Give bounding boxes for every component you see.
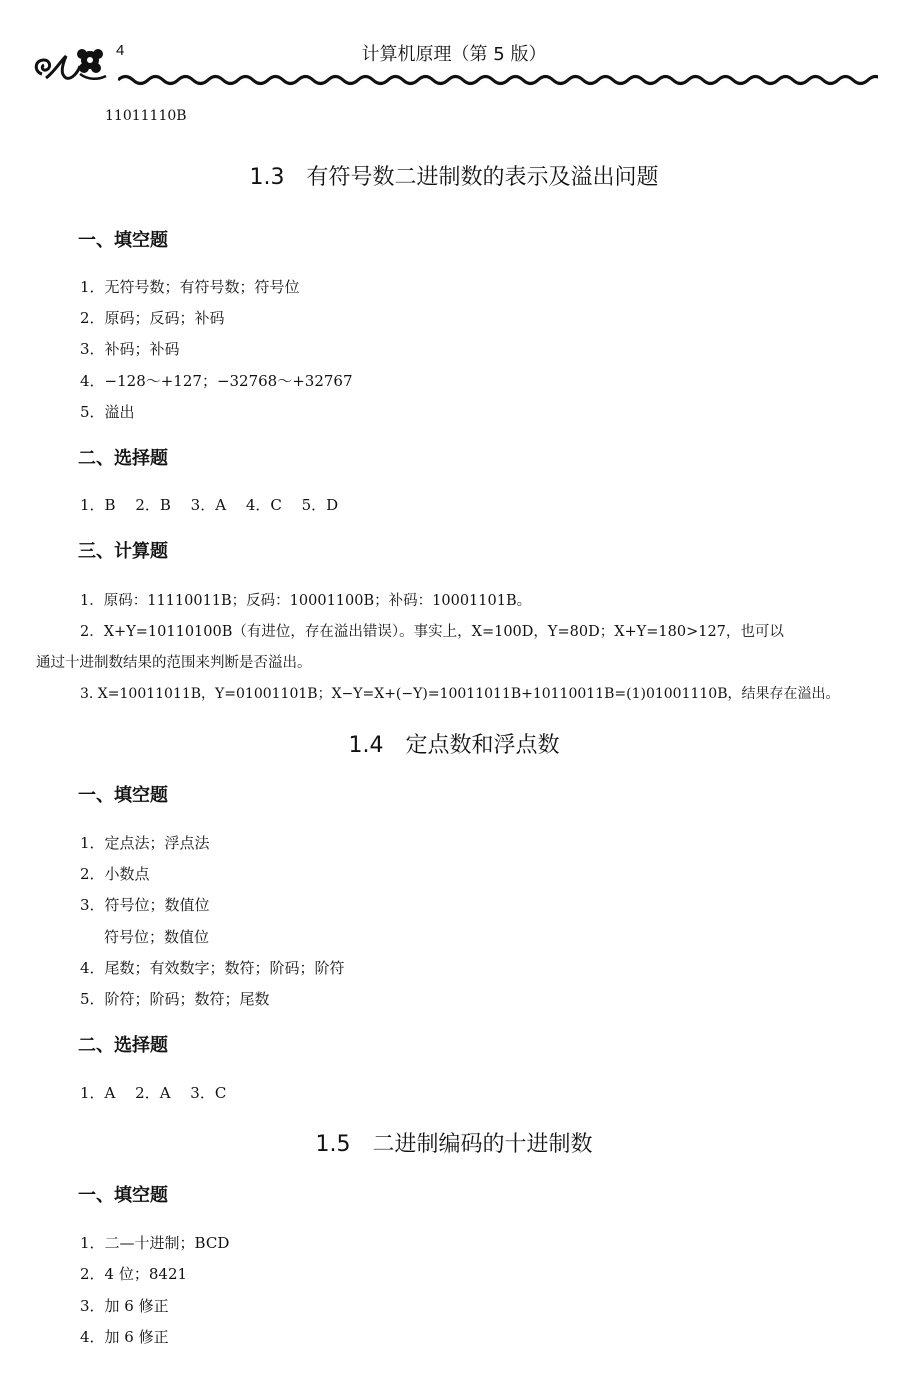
carry-line: 11011110B bbox=[105, 108, 187, 124]
choice-answers: 1．A 2．A 3．C bbox=[80, 1084, 227, 1102]
subheading-choice-1-3: 二、选择题 bbox=[78, 448, 168, 469]
calc-answer-3: 3. X=10011011B，Y=01001101B；X−Y=X+(−Y)=10011011B+10110011B=(1)01001110B，结果存在溢出。 bbox=[80, 686, 840, 702]
calc-answer-1: 1．原码：11110011B；反码：10001100B；补码：10001101B。 bbox=[80, 593, 532, 609]
subheading-fill-1-4: 一、填空题 bbox=[78, 785, 168, 806]
list-item: 符号位；数值位 bbox=[104, 928, 210, 946]
page-header bbox=[0, 0, 908, 100]
section-title-1-5: 1.5 二进制编码的十进制数 bbox=[315, 1132, 593, 1157]
subheading-fill-1-5: 一、填空题 bbox=[78, 1185, 168, 1206]
section-title-1-4: 1.4 定点数和浮点数 bbox=[348, 733, 560, 758]
calc-answer-2: 2．X+Y=10110100B（有进位，存在溢出错误）。事实上，X=100D，Y=80D；X+Y=180>127，也可以 bbox=[80, 624, 784, 640]
subheading-fill-1-3: 一、填空题 bbox=[78, 230, 168, 251]
subheading-calc-1-3: 三、计算题 bbox=[78, 541, 168, 562]
running-title: 计算机原理（第 5 版） bbox=[361, 44, 547, 65]
section-title-1-3: 1.3 有符号数二进制数的表示及溢出问题 bbox=[249, 165, 659, 190]
list-item: 5．溢出 bbox=[80, 403, 135, 421]
page-number: 4 bbox=[116, 42, 125, 59]
list-item: 2．小数点 bbox=[80, 865, 150, 883]
list-item: 3．加 6 修正 bbox=[80, 1297, 169, 1315]
list-item: 2．原码；反码；补码 bbox=[80, 309, 225, 327]
list-item: 1．二—十进制；BCD bbox=[80, 1234, 230, 1252]
list-item: 3．符号位；数值位 bbox=[80, 896, 210, 914]
subheading-choice-1-4: 二、选择题 bbox=[78, 1035, 168, 1056]
list-item: 1．定点法；浮点法 bbox=[80, 834, 210, 852]
list-item: 4．尾数；有效数字；数符；阶码；阶符 bbox=[80, 959, 345, 977]
list-item: 4．加 6 修正 bbox=[80, 1328, 169, 1346]
list-item: 2．4 位；8421 bbox=[80, 1265, 188, 1283]
choice-answers: 1．B 2．B 3．A 4．C 5．D bbox=[80, 496, 339, 514]
calc-answer-2-cont: 通过十进制数结果的范围来判断是否溢出。 bbox=[36, 655, 312, 671]
list-item: 1．无符号数；有符号数；符号位 bbox=[80, 278, 300, 296]
wavy-divider bbox=[118, 70, 878, 90]
list-item: 4．−128～+127；−32768～+32767 bbox=[80, 372, 353, 390]
list-item: 5．阶符；阶码；数符；尾数 bbox=[80, 990, 270, 1008]
list-item: 3．补码；补码 bbox=[80, 340, 180, 358]
